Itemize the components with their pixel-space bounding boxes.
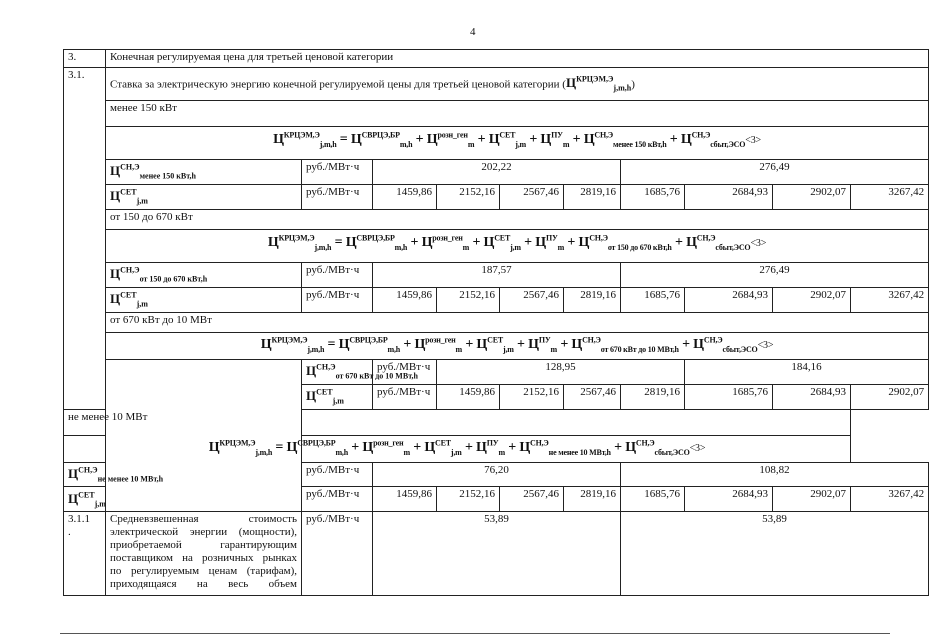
formula: $Ц^{КРЦЭМ,Э}_{j,m,h} = Ц^{СВРЦЭ,БР}_{m,h} + Ц^{розн\_ген}_m + Ц^{СЕТ}_{j,m} + Ц^{ПУ}_m + Ц^{СН,Э}_{менее 150 кВт,h} + Ц^{СН,Э}_{сбыт,ЭСО}<3>$	[273, 130, 761, 149]
cn-value-1: 128,95	[437, 359, 685, 384]
unit-cell: руб./МВт·ч	[302, 184, 373, 209]
set-value: 2684,93	[685, 487, 773, 512]
cn-value-1: 76,20	[373, 462, 621, 487]
set-value: 1459,86	[373, 184, 437, 209]
section-heading	[64, 312, 929, 332]
set-value: 2902,07	[773, 487, 851, 512]
formula: $Ц^{КРЦЭМ,Э}_{j,m,h} = Ц^{СВРЦЭ,БР}_{m,h} + Ц^{розн\_ген}_m + Ц^{СЕТ}_{j,m} + Ц^{ПУ}_m + Ц^{СН,Э}_{не менее 10 МВт,h} + Ц^{СН,Э}_{сбыт,ЭСО}<3>$	[208, 438, 706, 457]
section-formula-cell	[106, 332, 929, 359]
cn-value-2: 276,49	[621, 262, 929, 287]
section-formula	[64, 127, 929, 160]
set-value: 1685,76	[685, 384, 773, 409]
row-3-1-1-value-1: 53,89	[373, 512, 621, 596]
row-3-1	[64, 68, 929, 101]
set-value: 2152,16	[500, 384, 564, 409]
set-value: 2819,16	[564, 487, 621, 512]
row-3	[64, 50, 929, 68]
cn-symbol: $Ц^{СН,Э}_{от 670 кВт до 10 МВт,h}$	[302, 359, 373, 384]
set-symbol: $Ц^{СЕТ}_{j,m}$	[106, 184, 302, 209]
set-value: 1685,76	[621, 487, 685, 512]
section-formula-cell	[106, 127, 929, 160]
set-row	[64, 184, 929, 209]
set-value: 1685,76	[621, 184, 685, 209]
cn-row	[64, 160, 929, 185]
section-heading	[64, 409, 929, 435]
section-heading-text: от 150 до 670 кВт	[106, 209, 929, 229]
set-value: 1459,86	[437, 384, 500, 409]
set-symbol: $Ц^{СЕТ}_{j,m}$	[64, 487, 106, 512]
page-bottom-divider	[60, 633, 890, 634]
row-3-1-number: 3.1.	[64, 68, 106, 410]
row-3-1-1-value-2: 53,89	[621, 512, 929, 596]
set-value: 1459,86	[373, 487, 437, 512]
section-heading	[64, 101, 929, 127]
page-number: 4	[470, 26, 476, 38]
cn-symbol: $Ц^{СН,Э}_{от 150 до 670 кВт,h}$	[106, 262, 302, 287]
set-value: 2567,46	[500, 487, 564, 512]
section-formula	[64, 332, 929, 359]
set-value: 2684,93	[685, 184, 773, 209]
cn-value-1: 202,22	[373, 160, 621, 185]
set-value: 2819,16	[621, 384, 685, 409]
row-3-1-1	[64, 512, 929, 596]
unit-cell: руб./МВт·ч	[302, 262, 373, 287]
formula: $Ц^{КРЦЭМ,Э}_{j,m,h} = Ц^{СВРЦЭ,БР}_{m,h} + Ц^{розн\_ген}_m + Ц^{СЕТ}_{j,m} + Ц^{ПУ}_m + Ц^{СН,Э}_{от 670 кВт до 10 МВт,h} + Ц^{СН,Э}_{сбыт,ЭСО}<3>$	[260, 335, 774, 355]
set-value: 2152,16	[437, 184, 500, 209]
set-row	[64, 287, 929, 312]
set-value: 1685,76	[621, 287, 685, 312]
set-value: 2567,46	[564, 384, 621, 409]
set-symbol: $Ц^{СЕТ}_{j,m}$	[302, 384, 373, 409]
cn-symbol: $Ц^{СН,Э}_{не менее 10 МВт,h}$	[64, 462, 106, 487]
cn-value-2: 108,82	[621, 462, 929, 487]
section-heading-text: менее 150 кВт	[106, 101, 929, 127]
set-value: 3267,42	[851, 487, 929, 512]
set-value: 3267,42	[851, 184, 929, 209]
section-heading	[64, 209, 929, 229]
row-3-title: Конечная регулируемая цена для третьей ценовой категории	[106, 50, 929, 68]
set-value: 2819,16	[564, 184, 621, 209]
formula: $Ц^{КРЦЭМ,Э}_{j,m,h} = Ц^{СВРЦЭ,БР}_{m,h} + Ц^{розн\_ген}_m + Ц^{СЕТ}_{j,m} + Ц^{ПУ}_m + Ц^{СН,Э}_{от 150 до 670 кВт,h} + Ц^{СН,Э}_{сбыт,ЭСО}<3>$	[267, 232, 767, 252]
cn-value-1: 187,57	[373, 262, 621, 287]
set-value: 2152,16	[437, 487, 500, 512]
row-3-number: 3.	[64, 50, 106, 68]
unit-cell: руб./МВт·ч	[373, 384, 437, 409]
set-value: 2902,07	[851, 384, 929, 409]
unit-cell: руб./МВт·ч	[302, 287, 373, 312]
set-value: 2819,16	[564, 287, 621, 312]
unit-cell: руб./МВт·ч	[302, 160, 373, 185]
unit-cell: руб./МВт·ч	[302, 512, 373, 596]
unit-cell: руб./МВт·ч	[302, 487, 373, 512]
set-value: 2567,46	[500, 287, 564, 312]
set-value: 2902,07	[773, 184, 851, 209]
row-3-1-1-description: Средневзвешенная стоимость электрической энергии (мощности), приобретаемой гарантирующим поставщиком на розничных рынках по регулируемым ценам (тарифам), приходящаяся на весь объем	[106, 512, 302, 596]
set-value: 2152,16	[437, 287, 500, 312]
section-formula-cell	[64, 435, 851, 462]
cn-row	[64, 262, 929, 287]
unit-cell: руб./МВт·ч	[373, 359, 437, 384]
set-symbol: $Ц^{СЕТ}_{j,m}$	[106, 287, 302, 312]
cn-symbol: $Ц^{СН,Э}_{менее 150 кВт,h}$	[106, 160, 302, 185]
tariff-table	[63, 49, 929, 596]
section-heading-text: не менее 10 МВт	[64, 409, 851, 435]
set-value: 2567,46	[500, 184, 564, 209]
section-formula-cell	[106, 229, 929, 262]
set-value: 2684,93	[773, 384, 851, 409]
cn-row	[64, 359, 929, 384]
section-formula	[64, 229, 929, 262]
cn-value-2: 184,16	[685, 359, 929, 384]
unit-cell: руб./МВт·ч	[302, 462, 373, 487]
set-value: 1459,86	[373, 287, 437, 312]
row-3-1-1-number: 3.1.1 .	[64, 512, 106, 596]
section-formula	[64, 435, 929, 462]
row-3-1-description: Ставка за электрическую энергию конечной регулируемой цены для третьей ценовой категории $(Ц^{КРЦЭМ,Э}_{j,m,h})$	[106, 68, 929, 101]
set-value: 3267,42	[851, 287, 929, 312]
section-heading-text: от 670 кВт до 10 МВт	[106, 312, 929, 332]
cn-value-2: 276,49	[621, 160, 929, 185]
set-value: 2684,93	[685, 287, 773, 312]
set-value: 2902,07	[773, 287, 851, 312]
